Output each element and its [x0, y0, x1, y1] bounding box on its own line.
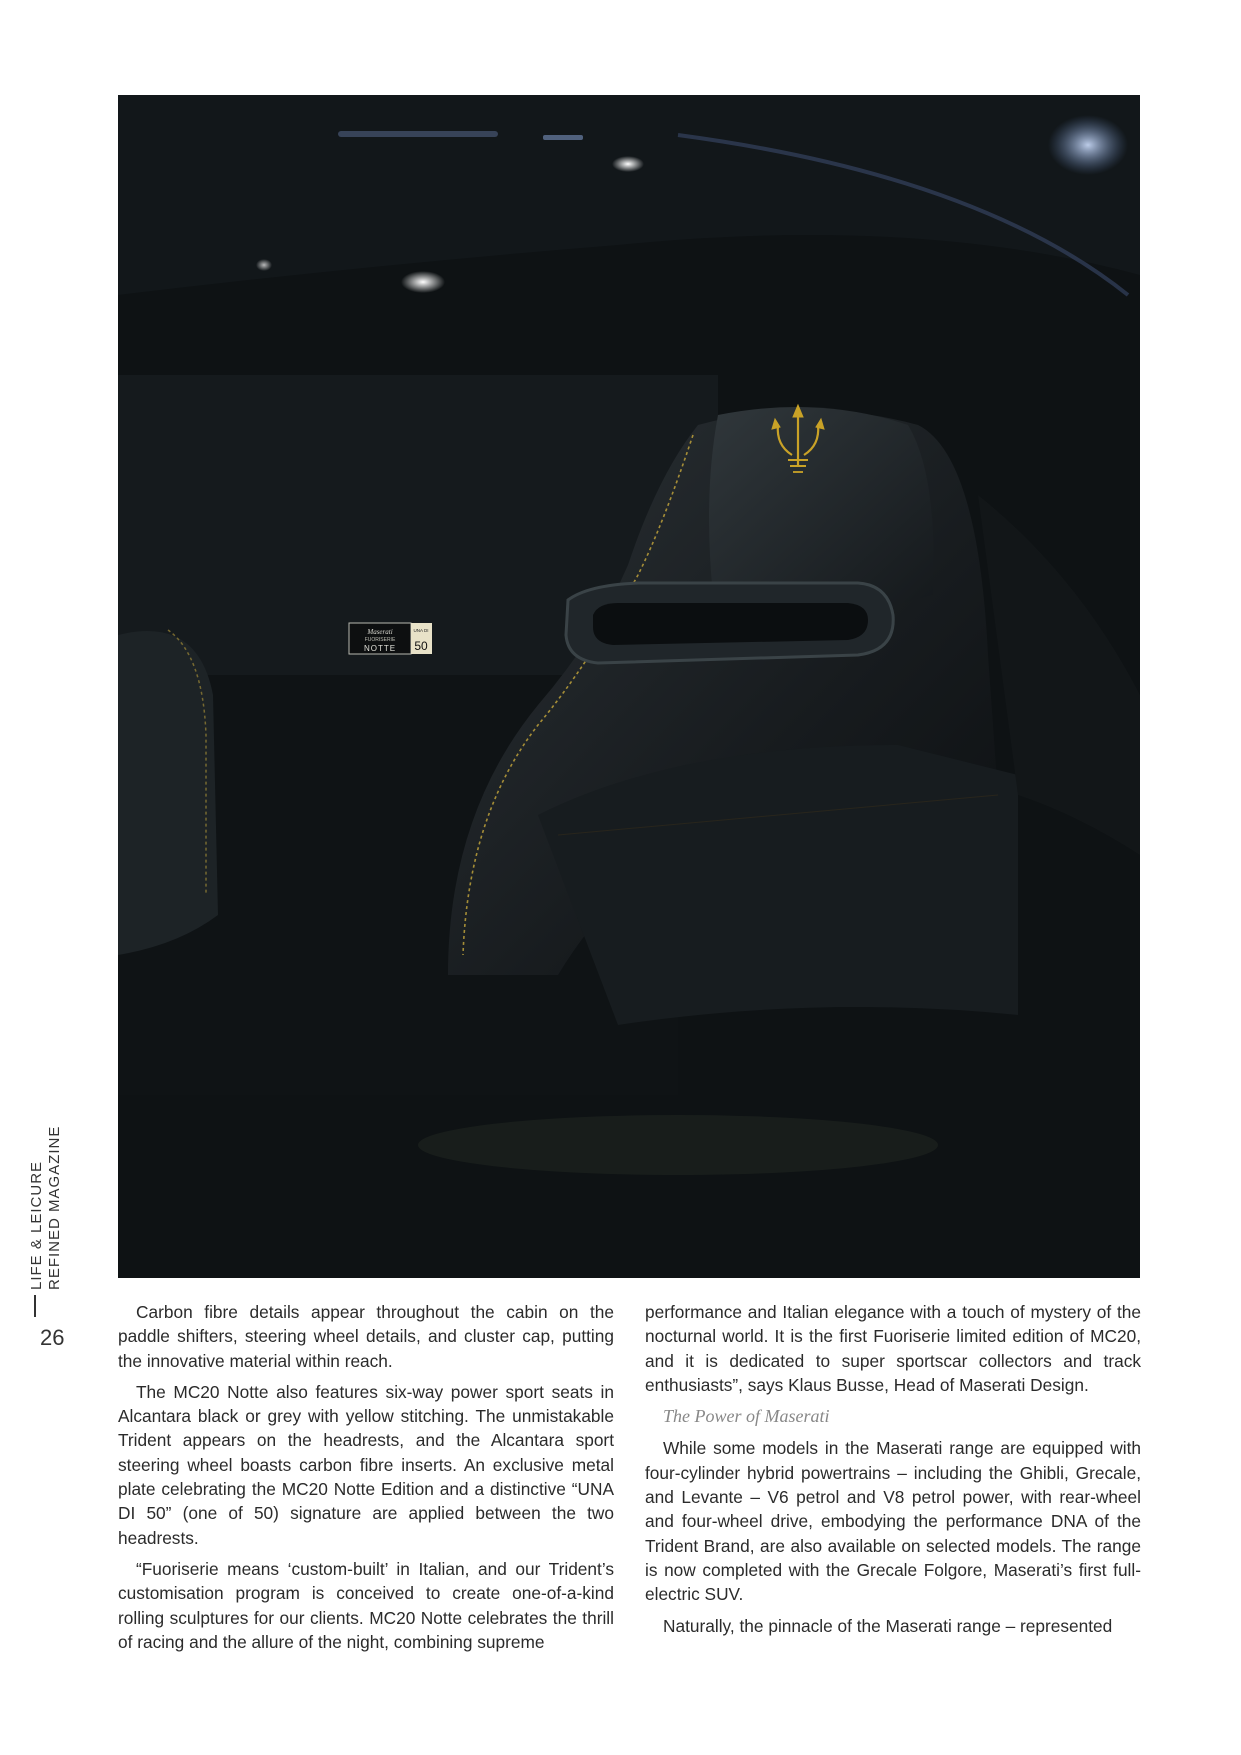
badge-brand: Maserati [367, 628, 393, 636]
badge-model: NOTTE [363, 644, 397, 653]
section-subheading: The Power of Maserati [663, 1406, 830, 1427]
side-divider [34, 1295, 36, 1317]
article-paragraph: Naturally, the pinnacle of the Maserati range – represented [663, 1615, 1113, 1636]
badge-sub: FUORISERIE [364, 637, 396, 643]
magazine-line-2: REFINED MAGAZINE [46, 1125, 63, 1290]
badge-tag-top: UNA DI [413, 628, 429, 633]
article-column-right [645, 1300, 1141, 1645]
page-number: 26 [40, 1325, 65, 1350]
seat-photo [118, 95, 1140, 1278]
notte-badge [349, 623, 432, 654]
article-paragraph: While some models in the Maserati range are equipped with four-cylinder hybrid powertrains – including the Ghibli, Grecale, and Levante – V6 petrol and V8 petrol power, with rear-wheel and four-wheel drive, embodying the performance DNA of the Trident Brand, are also available on selected models. The range is now completed with the Grecale Folgore, Maserati’s first full-electric SUV. [645, 1438, 1141, 1605]
article-paragraph: “Fuoriserie means ‘custom-built’ in Italian, and our Trident’s customisation program is conceived to create one-of-a-kind rolling sculptures for our clients. MC20 Notte celebrates the thrill of racing and the allure of the night, combining supreme [118, 1558, 614, 1652]
article-paragraph: Carbon fibre details appear throughout the cabin on the paddle shifters, steering wheel details, and cluster cap, putting the innovative material within reach. [118, 1302, 614, 1371]
magazine-name [28, 1070, 78, 1290]
car-interior-illustration [118, 95, 1140, 1278]
article-paragraph-continued: performance and Italian elegance with a touch of mystery of the nocturnal world. It is the first Fuoriserie limited edition of MC20, and it is dedicated to super sportscar collectors and track enthusiasts”, says Klaus Busse, Head of Maserati Design. [645, 1302, 1141, 1395]
badge-tag-num: 50 [414, 639, 428, 653]
magazine-line-1: LIFE & LEICURE [28, 1160, 45, 1290]
article-column-left [118, 1300, 614, 1661]
article-paragraph: The MC20 Notte also features six-way power sport seats in Alcantara black or grey with yellow stitching. The unmistakable Trident appears on the headrests, and the Alcantara sport steering wheel boasts carbon fibre inserts. An exclusive metal plate celebrating the MC20 Notte Edition and a distinctive “UNA DI 50” (one of 50) signature are applied between the two headrests. [118, 1381, 614, 1548]
